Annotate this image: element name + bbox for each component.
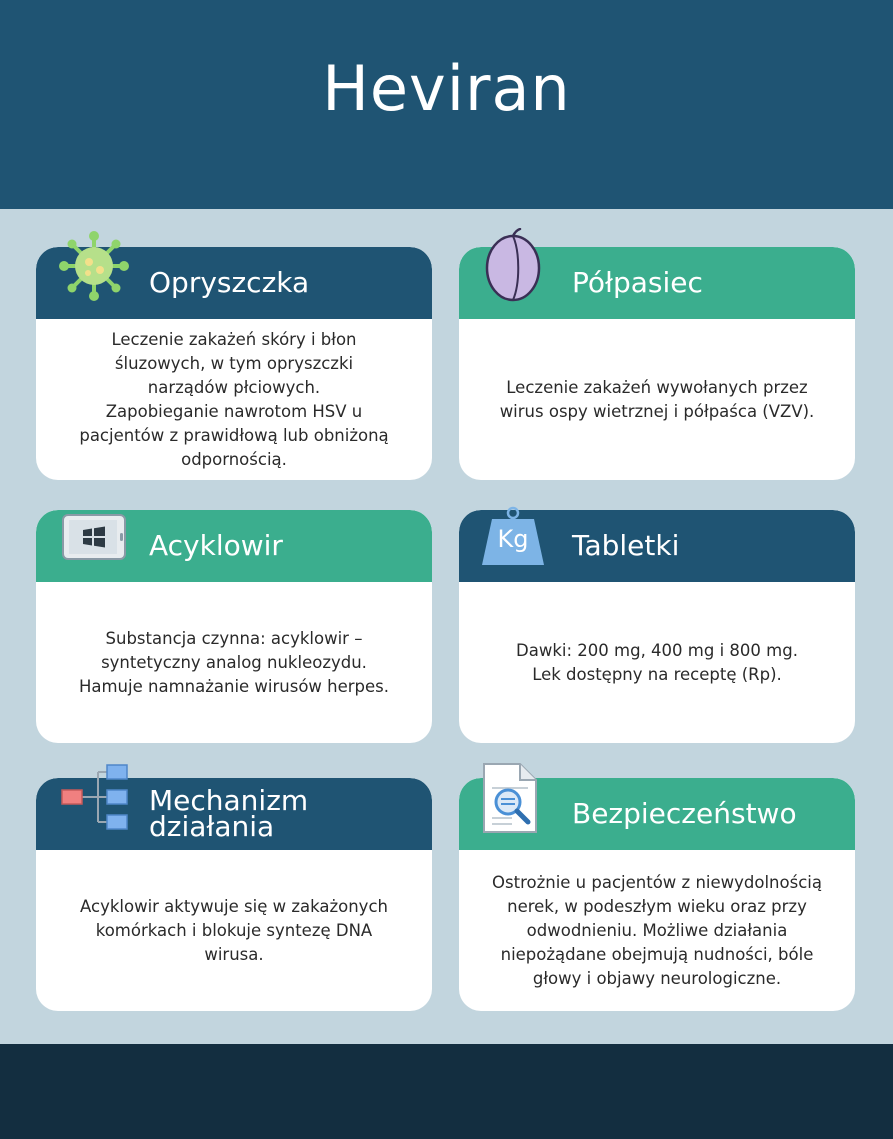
text-line: nerek, w podeszłym wieku oraz przy [507,896,807,916]
card-title-line: działania [149,810,275,843]
text-line: niepożądane obejmują nudności, bóle [500,944,814,964]
text-line: Leczenie zakażeń wywołanych przez [506,377,808,397]
text-line: Zapobieganie nawrotom HSV u [105,401,363,421]
card-text [471,582,843,743]
text-line: wirus ospy wietrznej i półpaśca (VZV). [499,401,815,421]
text-line: odwodnieniu. Możliwe działania [526,920,788,940]
text-line: Substancja czynna: acyklowir – [105,628,363,648]
footer-bar [0,1044,893,1139]
tablet-device-icon [62,514,126,560]
page-title: Heviran [322,52,571,125]
text-line: narządów płciowych. [147,377,321,397]
card-title: Półpasiec [572,266,703,299]
card-title: Bezpieczeństwo [572,797,797,830]
hierarchy-diagram-icon [60,762,130,832]
card-title: Acyklowir [149,529,283,562]
card-title [149,778,422,850]
card-text [471,319,843,480]
card-title-line: Mechanizm [149,784,309,817]
card-text [48,850,420,1011]
text-line: śluzowych, w tym opryszczki [114,353,354,373]
text-line: Acyklowir aktywuje się w zakażonych [80,896,388,916]
text-line: pacjentów z prawidłową lub obniżoną [79,425,389,445]
text-line: Hamuje namnażanie wirusów herpes. [78,676,390,696]
text-line: syntetyczny analog nukleozydu. [101,652,367,672]
text-line: Ostrożnie u pacjentów z niewydolnością [492,872,822,892]
card-text [48,319,420,480]
text-line: Lek dostępny na receptę (Rp). [532,664,782,684]
plum-icon [484,228,542,302]
card-text [48,582,420,743]
text-line: wirusa. [204,944,264,964]
text-line: komórkach i blokuje syntezę DNA [95,920,373,940]
kg-weight-icon [480,505,546,567]
card-title: Opryszczka [149,266,310,299]
document-search-icon [482,762,542,834]
text-line: głowy i objawy neurologiczne. [532,968,782,988]
card-title: Tabletki [572,529,680,562]
kg-label: Kg [497,525,529,553]
text-line: Dawki: 200 mg, 400 mg i 800 mg. [516,640,798,660]
text-line: Leczenie zakażeń skóry i błon [111,329,357,349]
card-text [471,850,843,1011]
text-line: odpornością. [181,449,287,469]
virus-icon [58,230,130,302]
header-banner [0,0,893,209]
